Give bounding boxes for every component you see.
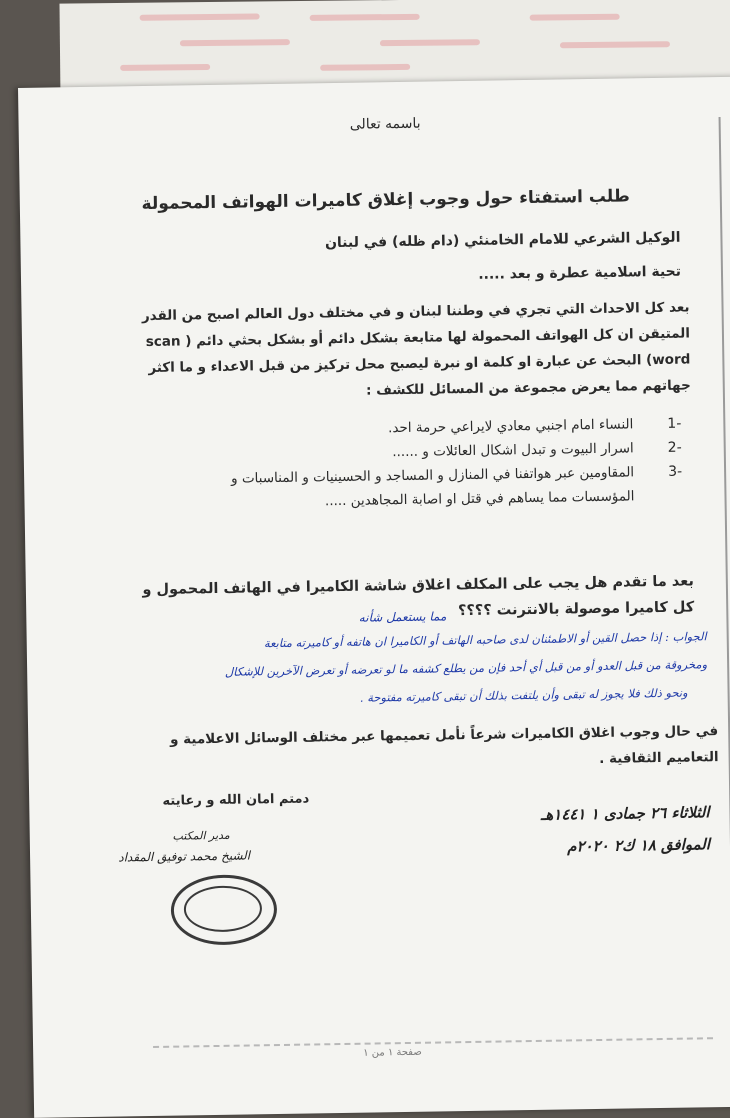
footer-divider xyxy=(153,1037,713,1048)
list-item-number: -1 xyxy=(667,415,682,432)
document-page xyxy=(18,77,730,1118)
question-line: كل كاميرا موصولة بالانترنت ؟؟؟؟ xyxy=(457,599,695,620)
intro-line: جهاتهم مما يعرض مجموعة من المسائل للكشف : xyxy=(365,377,691,399)
intro-line: المتيقن ان كل الهواتف المحمولة لها متابعة بشكل دائم أو بشكل بحثي دائم ( scan xyxy=(145,325,691,351)
official-stamp xyxy=(170,874,277,946)
list-continuation: المؤسسات مما يساهم في قتل او اصابة المجاهدين ..... xyxy=(324,488,635,510)
intro-line: word) البحث عن عبارة او كلمة او نبرة ليصبح محل تركيز من قبل الاعداء و ما اكثر xyxy=(148,351,691,376)
intro-line: بعد كل الاحداث التي تجري في وطننا لبنان و في مختلف دول العالم اصبح من القدر xyxy=(141,299,690,325)
date-line: الموافق ١٨ ك٢ ٢٠٢٠م xyxy=(567,835,711,856)
answer-line: ونحو ذلك فلا يجوز له تبقى وأن يلتفت بذلك أن تبقى كاميرته مفتوحة . xyxy=(359,685,688,705)
closing-line: التعاميم الثقافية . xyxy=(599,749,719,767)
list-item-number: -2 xyxy=(667,439,682,456)
question-line: بعد ما تقدم هل يجب على المكلف اغلاق شاشة الكاميرا في الهاتف المحمول و xyxy=(142,573,694,599)
document-title: طلب استفتاء حول وجوب إغلاق كاميرات الهواتف المحمولة xyxy=(141,186,630,215)
header-basmala: باسمه تعالى xyxy=(349,115,421,133)
page-footer: صفحة ١ من ١ xyxy=(363,1046,422,1059)
page-border-line xyxy=(719,117,730,1057)
signature-title: مدير المكتب xyxy=(172,828,230,843)
answer-insert: مما يستعمل شأنه xyxy=(358,609,447,625)
sign-off: دمتم امان الله و رعايته xyxy=(162,791,310,809)
addressee: الوكيل الشرعي للامام الخامنئي (دام ظله) في لبنان xyxy=(324,229,681,252)
list-item-text: النساء امام اجنبي معادي لايراعي حرمة احد. xyxy=(387,416,634,437)
list-item-number: -3 xyxy=(667,463,683,480)
greeting: تحية اسلامية عطرة و بعد ..... xyxy=(478,263,682,283)
closing-line: في حال وجوب اغلاق الكاميرات شرعاً نأمل تعميمها عبر مختلف الوسائل الاعلامية و xyxy=(169,723,719,748)
answer-line: ومخروقة من قبل العدو أو من قبل أي أحد فإن من يطلع كشفه ما لو تعرضه أو تعرض الآخرين للإشكال xyxy=(224,657,708,679)
list-item-text: المقاومين عبر هواتفنا في المنازل و المساجد و الحسينيات و المناسبات و xyxy=(230,464,635,487)
signature-name: الشيخ محمد توفيق المقداد xyxy=(118,848,251,865)
date-line: الثلاثاء ٢٦ جمادى ١ ١٤٤١هـ xyxy=(540,803,710,824)
list-item-text: اسرار البيوت و تبدل اشكال العائلات و ...... xyxy=(392,440,634,461)
answer-line: الجواب : إذا حصل القين أو الاطمئنان لدى صاحبه الهاتف أو الكاميرا ان هاتفه أو كاميرته متابعة xyxy=(263,629,707,651)
